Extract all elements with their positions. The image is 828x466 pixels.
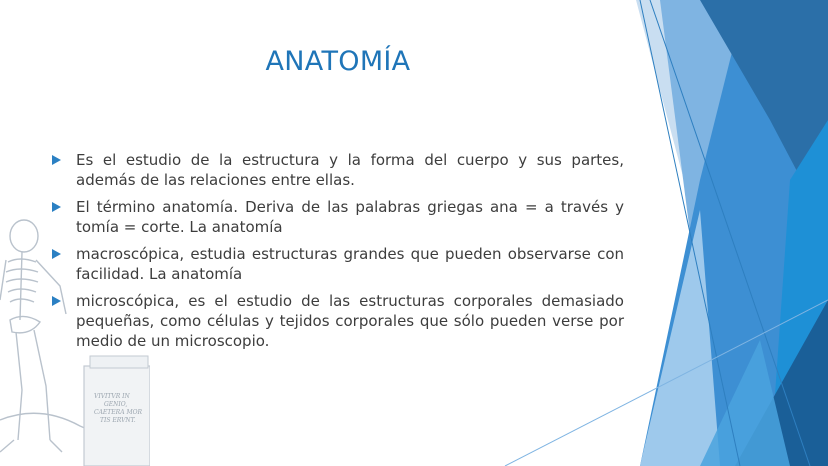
bullet-arrow-icon: [52, 249, 61, 259]
list-item: [52, 197, 624, 237]
slide-title: ANATOMÍA: [265, 46, 411, 77]
list-item: [52, 291, 624, 351]
bullet-text: macroscópica, estudia estructuras grandes que pueden observarse con facilidad. La anatomía: [76, 245, 624, 283]
inscription-line-1: VIVITVR IN: [94, 393, 130, 400]
inscription-line-4: TIS ERVNT.: [100, 417, 136, 424]
inscription-line-2: GENIO,: [104, 401, 128, 408]
bullet-arrow-icon: [52, 155, 61, 165]
bullet-text: Es el estudio de la estructura y la forma del cuerpo y sus partes, además de las relaciones entre ellas.: [76, 151, 624, 189]
bullet-text: El término anatomía. Deriva de las palabras griegas ana = a través y tomía = corte. La anatomía: [76, 198, 624, 236]
inscription-line-3: CAETERA MOR: [94, 409, 143, 416]
pedestal: [84, 366, 150, 466]
list-item: [52, 244, 624, 284]
bullet-text: microscópica, es el estudio de las estructuras corporales demasiado pequeñas, como células y tejidos corporales que sólo pueden verse por medio de un microscopio.: [76, 292, 624, 350]
bullet-arrow-icon: [52, 202, 61, 212]
list-item: [52, 150, 624, 190]
bullet-arrow-icon: [52, 296, 61, 306]
bullet-list: [52, 150, 624, 358]
